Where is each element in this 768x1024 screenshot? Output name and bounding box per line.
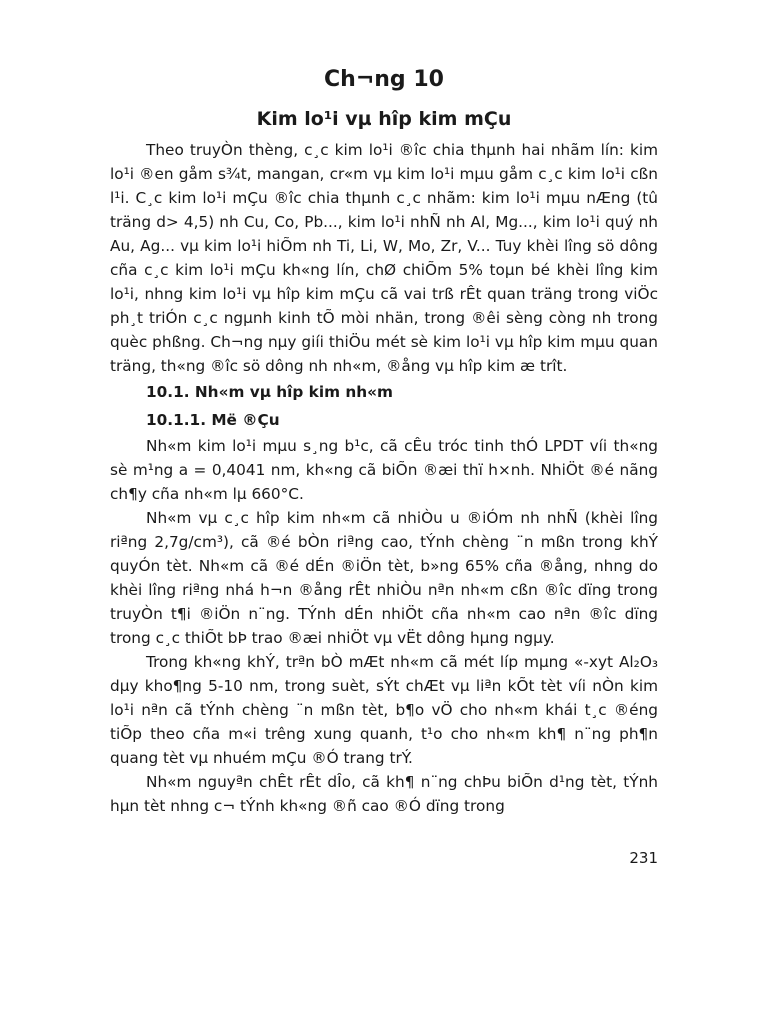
paragraph: Nh«m vµ c¸c hîp kim nh«m cã nhiÒu u ®iÓm nh nhÑ (khèi lîng riªng 2,7g/cm³), cã ®é bÒn riªng cao, tÝnh chèng ¨n mßn trong khÝ quyÓn tèt. Nh«m cã ®é dÉn ®iÖn tèt, b»ng 65% cña ®ång, nhng do khèi lîng riªng nhá h¬n ®ång rÊt nhiÒu nªn nh«m cßn ®îc dïng trong truyÒn t¶i ®iÖn n¨ng. TÝnh dÉn nhiÖt cña nh«m cao nªn ®îc dïng trong c¸c thiÕt bÞ trao ®æi nhiÖt vµ vËt dông hµng ngµy. bbox=[110, 509, 658, 647]
paragraph: Nh«m kim lo¹i mµu s¸ng b¹c, cã cÊu tróc tinh thÓ LPDT víi th«ng sè m¹ng a = 0,4041 nm, kh«ng cã biÕn ®æi thï h×nh. NhiÖt ®é nãng ch¶y cña nh«m lµ 660°C. bbox=[110, 437, 658, 503]
chapter-title: Ch¬ng 10 bbox=[324, 67, 444, 92]
paragraph: Theo truyÒn thèng, c¸c kim lo¹i ®îc chia thµnh hai nhãm lín: kim lo¹i ®en gåm s¾t, mangan, cr«m vµ kim lo¹i mµu gåm c¸c kim lo¹i cßn l¹i. C¸c kim lo¹i mÇu ®îc chia thµnh c¸c nhãm: kim lo¹i mµu nÆng (tû träng d> 4,5) nh Cu, Co, Pb..., kim lo¹i nhÑ nh Al, Mg..., kim lo¹i quý nh Au, Ag... vµ kim lo¹i hiÕm nh Ti, Li, W, Mo, Zr, V... Tuy khèi lîng sö dông cña c¸c kim lo¹i mÇu kh«ng lín, chØ chiÕm 5% toµn bé khèi lîng kim lo¹i, nhng kim lo¹i vµ hîp kim mÇu cã vai trß rÊt quan träng trong viÖc ph¸t triÓn c¸c ngµnh kinh tÕ mòi nhän, trong ®êi sèng còng nh trong quèc phßng. Ch¬ng nµy giíi thiÖu mét sè kim lo¹i vµ hîp kim mµu quan träng, th«ng ®îc sö dông nh nh«m, ®ång vµ hîp kim æ trît. bbox=[110, 141, 658, 375]
body-text bbox=[110, 138, 658, 818]
paragraph: Nh«m nguyªn chÊt rÊt dÎo, cã kh¶ n¨ng chÞu biÕn d¹ng tèt, tÝnh hµn tèt nhng c¬ tÝnh kh«ng ®ñ cao ®Ó dïng trong bbox=[110, 773, 658, 815]
section-heading: 10.1. Nh«m vµ hîp kim nh«m bbox=[146, 383, 393, 401]
page-number: 231 bbox=[629, 849, 658, 867]
chapter-subtitle: Kim lo¹i vµ hîp kim mÇu bbox=[256, 108, 512, 130]
subsection-heading: 10.1.1. Më ®Çu bbox=[146, 411, 280, 429]
paragraph: Trong kh«ng khÝ, trªn bÒ mÆt nh«m cã mét líp mµng «-xyt Al₂O₃ dµy kho¶ng 5-10 nm, trong suèt, sÝt chÆt vµ liªn kÕt tèt víi nÒn kim lo¹i nªn cã tÝnh chèng ¨n mßn tèt, b¶o vÖ cho nh«m khái t¸c ®éng tiÕp theo cña m«i trêng xung quanh, t¹o cho nh«m kh¶ n¨ng ph¶n quang tèt vµ nhuém mÇu ®Ó trang trÝ. bbox=[110, 653, 658, 767]
